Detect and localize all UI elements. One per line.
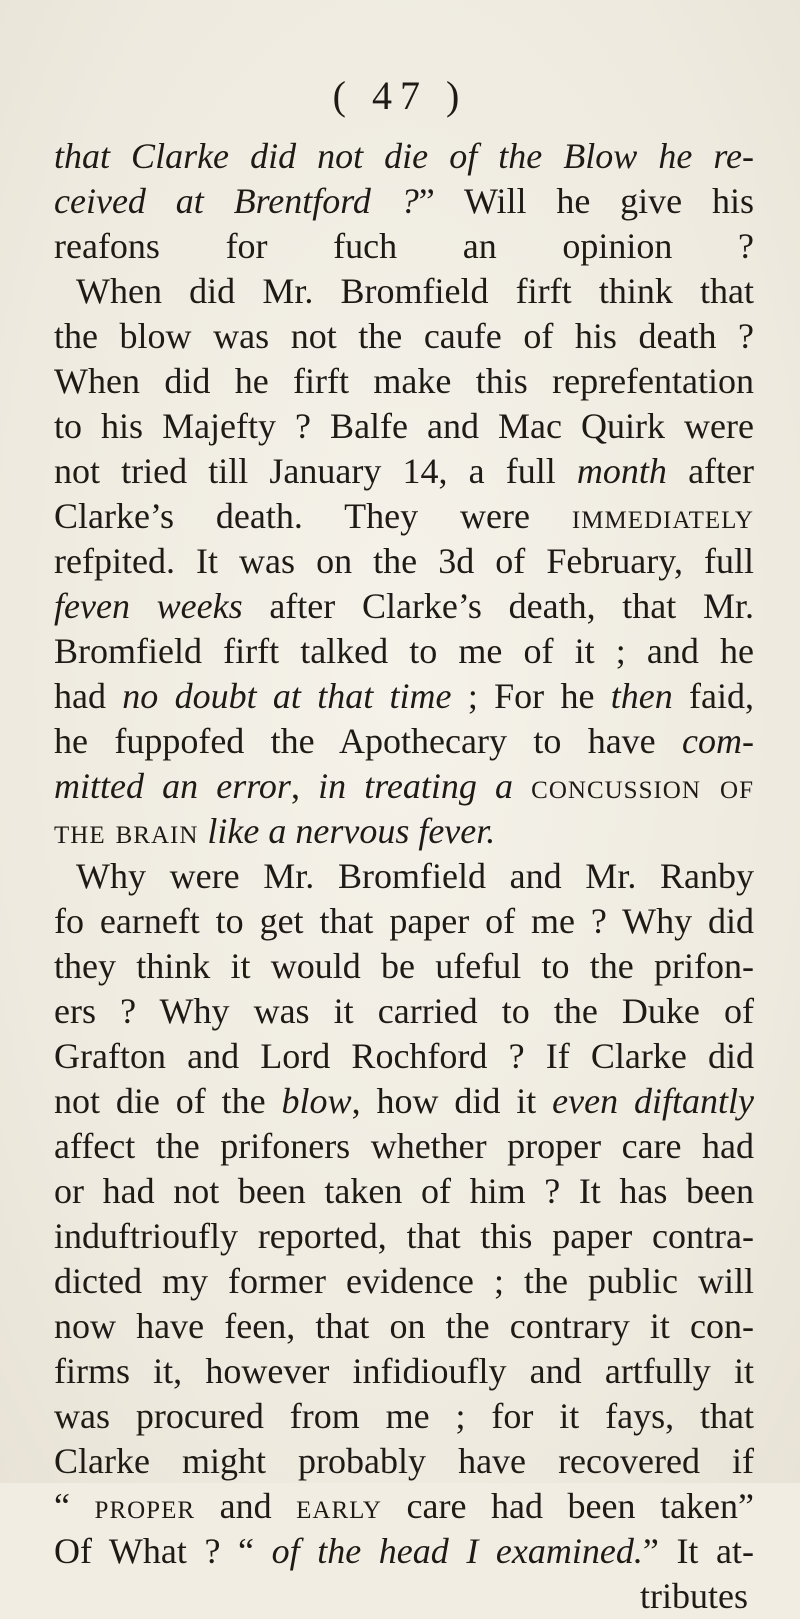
text-run: ers ? Why was it carried to the Duke of xyxy=(54,991,754,1031)
text-line xyxy=(54,494,754,539)
text-run: after Clarke’s death, that Mr. xyxy=(242,586,754,626)
text-run: When did he firft make this reprefentation xyxy=(54,361,754,401)
text-run: Of What ? “ xyxy=(54,1531,272,1571)
text-line xyxy=(54,1439,754,1484)
text-run: “ xyxy=(54,1486,95,1526)
italic-run: even diftantly xyxy=(552,1081,754,1121)
text-line xyxy=(54,1529,754,1574)
text-line xyxy=(54,1124,754,1169)
text-line xyxy=(54,944,754,989)
text-line xyxy=(54,1394,754,1439)
text-run: the blow was not the caufe of his death ? xyxy=(54,316,754,356)
text-run: When did Mr. Bromfield firft think that xyxy=(76,271,754,311)
text-line xyxy=(54,404,754,449)
text-run: ” It at- xyxy=(642,1531,754,1571)
text-line xyxy=(54,809,754,854)
body-text xyxy=(54,134,754,1619)
text-run: Why were Mr. Bromfield and Mr. Ranby xyxy=(76,856,754,896)
text-line xyxy=(54,629,754,674)
text-run: Bromfield firft talked to me of it ; and he xyxy=(54,631,754,671)
text-line xyxy=(54,1034,754,1079)
italic-run: com- xyxy=(682,721,754,761)
text-run: not die of the xyxy=(54,1081,282,1121)
text-run: had xyxy=(54,676,123,716)
text-run: Clarke might probably have recovered if xyxy=(54,1441,754,1481)
text-line xyxy=(54,224,754,269)
text-run: after xyxy=(666,451,755,491)
small-caps-run: the brain xyxy=(54,811,199,851)
text-line xyxy=(54,1169,754,1214)
text-line xyxy=(54,1259,754,1304)
text-run: care had been taken” xyxy=(381,1486,755,1526)
text-run: was procured from me ; for it fays, that xyxy=(54,1396,754,1436)
text-run: or had not been taken of him ? It has been xyxy=(54,1171,754,1211)
text-line xyxy=(54,134,754,179)
small-caps-run: proper xyxy=(94,1486,196,1526)
text-line xyxy=(54,899,754,944)
text-line xyxy=(54,1079,754,1124)
text-run: refpited. It was on the 3d of February, full xyxy=(54,541,754,581)
text-line xyxy=(54,764,754,809)
text-run: they think it would be ufeful to the prifon- xyxy=(54,946,754,986)
text-line xyxy=(54,989,754,1034)
text-run: , xyxy=(290,766,319,806)
text-run: now have feen, that on the contrary it con- xyxy=(54,1306,754,1346)
text-line xyxy=(54,539,754,584)
page-number: ( 47 ) xyxy=(332,73,468,118)
text-run: firms it, however infidioufly and artfully it xyxy=(54,1351,754,1391)
text-run: affect the prifoners whether proper care had xyxy=(54,1126,754,1166)
text-run xyxy=(513,766,531,806)
small-caps-run: immediately xyxy=(571,496,754,536)
text-run: , how did it xyxy=(351,1081,553,1121)
text-line xyxy=(54,269,754,314)
text-line xyxy=(54,359,754,404)
text-run: to his Majefty ? Balfe and Mac Quirk were xyxy=(54,406,754,446)
text-run: induftrioufly reported, that this paper contra- xyxy=(54,1216,754,1256)
italic-run: that Clarke did not die of the Blow he re- xyxy=(54,136,754,176)
italic-run: no doubt at that time xyxy=(122,676,452,716)
text-line xyxy=(54,1214,754,1259)
small-caps-run: concussion of xyxy=(531,766,755,806)
text-run: reafons for fuch an opinion ? xyxy=(54,226,754,266)
text-line xyxy=(54,1349,754,1394)
italic-run: like a nervous fever. xyxy=(207,811,496,851)
italic-run: blow xyxy=(281,1081,352,1121)
text-line xyxy=(54,1484,754,1529)
text-run: ; For he xyxy=(451,676,611,716)
italic-run: ceived at Brentford ? xyxy=(54,181,419,221)
italic-run: in treating a xyxy=(318,766,514,806)
text-run: Grafton and Lord Rochford ? If Clarke did xyxy=(54,1036,754,1076)
text-line xyxy=(54,449,754,494)
text-run: Clarke’s death. They were xyxy=(54,496,572,536)
text-run: not tried till January 14, a full xyxy=(54,451,577,491)
text-line xyxy=(54,314,754,359)
text-line xyxy=(54,584,754,629)
italic-run: month xyxy=(576,451,667,491)
small-caps-run: early xyxy=(296,1486,382,1526)
text-line xyxy=(54,179,754,224)
italic-run: then xyxy=(610,676,673,716)
text-line xyxy=(54,1304,754,1349)
text-line xyxy=(54,719,754,764)
text-run: he fuppofed the Apothecary to have xyxy=(54,721,683,761)
text-run: dicted my former evidence ; the public will xyxy=(54,1261,754,1301)
italic-run: mitted an error xyxy=(54,766,291,806)
text-run: fo earneft to get that paper of me ? Why did xyxy=(54,901,754,941)
text-run: ” Will he give his xyxy=(418,181,754,221)
italic-run: feven weeks xyxy=(54,586,243,626)
catchword: tributes xyxy=(640,1576,748,1616)
text-line xyxy=(54,854,754,899)
italic-run: of the head I examined. xyxy=(271,1531,643,1571)
text-run: faid, xyxy=(672,676,754,716)
text-line xyxy=(54,674,754,719)
text-run: and xyxy=(195,1486,297,1526)
